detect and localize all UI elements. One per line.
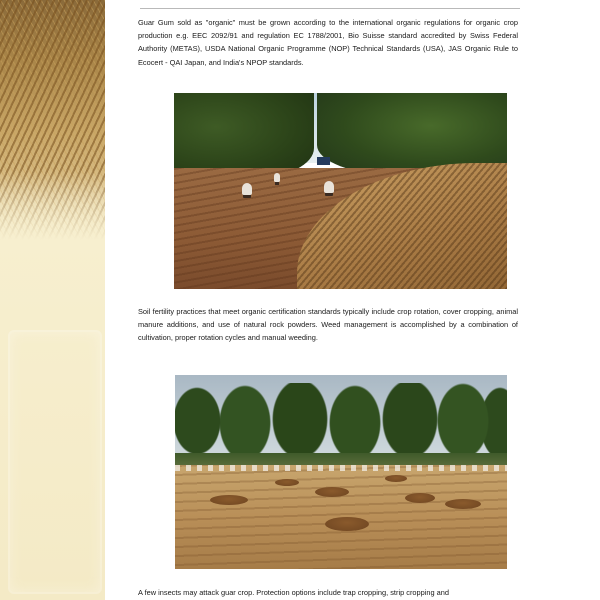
photo-crop-pile: [210, 495, 248, 505]
photo-trees-left: [174, 93, 314, 178]
certification-paragraph: Guar Gum sold as "organic" must be grown according to the international organic regulations for organic crop production e.g. EEC 2092/91 and regulation EC 1788/2001, Bio Suisse standard accredited by Swiss Federal Authority (METAS), USDA National Organic Programme (NOP) Technical Standards (USA), JAS Organic Rule to Ecocert - QAI Japan, and India's NPOP standards.: [138, 18, 518, 67]
photo-worker: [324, 181, 334, 193]
photo-flock: [175, 465, 507, 471]
insects-paragraph: A few insects may attack guar crop. Protection options include trap cropping, strip cropping and: [138, 588, 449, 597]
photo-treeline: [175, 383, 507, 463]
side-decor-strip: [0, 0, 105, 600]
photo-worker: [242, 183, 252, 195]
harvest-piles-photo: [175, 375, 507, 569]
photo-crop-pile: [445, 499, 481, 509]
photo-crop-pile: [405, 493, 435, 503]
field-weeding-photo: [174, 93, 507, 289]
soil-fertility-paragraph: Soil fertility practices that meet organic certification standards typically include crop rotation, cover cropping, animal manure additions, and use of natural rock powders. Weed management is accomplished by a combination of cultivation, proper rotation cycles and manual weeding.: [138, 307, 518, 343]
photo-worker: [274, 173, 280, 182]
photo-crop-pile: [385, 475, 407, 482]
photo-crop-pile: [275, 479, 299, 486]
photo-crop-pile: [315, 487, 349, 497]
side-watermark-logo: [8, 330, 102, 594]
side-guar-crop-image: [0, 0, 105, 240]
photo-crop-pile: [325, 517, 369, 531]
page-header-rule: [140, 0, 520, 9]
photo-signboard: [317, 157, 330, 165]
